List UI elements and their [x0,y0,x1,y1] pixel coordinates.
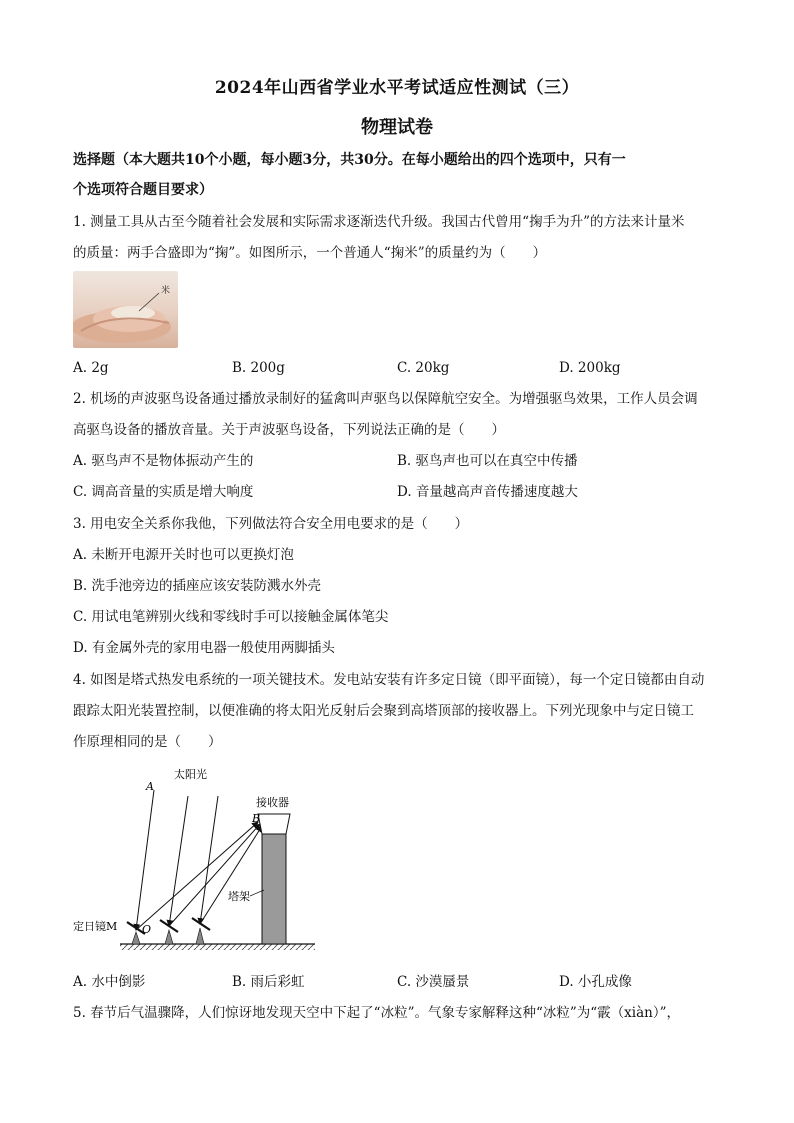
q4-stem-line-2: 跟踪太阳光装置控制，以便准确的将太阳光反射后会聚到高塔顶部的接收器上。下列光现象中与定日镜工 [73,703,694,719]
q4-stem-line-3: 作原理相同的是（ ） [73,734,222,750]
solar-tower-diagram [70,762,320,962]
exam-subtitle: 物理试卷 [361,117,433,138]
label-sunlight: 太阳光 [174,768,207,781]
section-instructions-line-1: 选择题（本大题共10个小题，每小题3分，共30分。在每小题给出的四个选项中，只有一 [73,152,626,168]
q3-option-a[interactable]: A. 未断开电源开关时也可以更换灯泡 [73,547,294,563]
q1-option-c[interactable]: C. 20kg [397,360,450,376]
label-B: B [252,812,261,825]
reflected-ray-1 [136,822,258,930]
hands-holding-rice-image [73,271,178,348]
mirror-stand-2 [165,930,173,944]
tower [262,834,286,944]
section-instructions-line-2: 个选项符合题目要求） [73,182,213,198]
q1-option-d[interactable]: D. 200kg [559,360,621,376]
label-A: A [146,780,154,793]
q4-option-d[interactable]: D. 小孔成像 [559,974,632,990]
q4-option-c[interactable]: C. 沙漠蜃景 [397,974,470,990]
label-mirror: 定日镜M [73,920,118,933]
q2-stem-line-1: 2. 机场的声波驱鸟设备通过播放录制好的猛禽叫声驱鸟以保障航空安全。为增强驱鸟效果，工作人员会调 [73,391,698,407]
q2-option-b[interactable]: B. 驱鸟声也可以在真空中传播 [397,453,578,469]
reflected-ray-3 [200,826,262,924]
q3-option-b[interactable]: B. 洗手池旁边的插座应该安装防溅水外壳 [73,578,322,594]
sun-ray-2 [169,796,188,926]
label-receiver: 接收器 [256,796,289,809]
ground-hatch [120,944,315,950]
q4-option-b[interactable]: B. 雨后彩虹 [232,974,305,990]
label-O: O [142,923,152,936]
q1-stem-line-2: 的质量：两手合盛即为“掬”。如图所示，一个普通人“掬米”的质量约为（ ） [73,245,547,261]
q3-stem-line-1: 3. 用电安全关系你我他，下列做法符合安全用电要求的是（ ） [73,516,469,532]
q4-option-a[interactable]: A. 水中倒影 [73,974,146,990]
q2-option-a[interactable]: A. 驱鸟声不是物体振动产生的 [73,453,254,469]
q4-stem-line-1: 4. 如图是塔式热发电系统的一项关键技术。发电站安装有许多定日镜（即平面镜），每一个定日镜都由自动 [73,672,705,688]
label-tower: 塔架 [228,890,250,903]
reflected-ray-2 [169,824,260,926]
sun-ray-1 [136,790,154,930]
mirror-stand-3 [196,928,204,944]
hands-illustration [73,271,178,348]
q1-option-a[interactable]: A. 2g [73,360,109,376]
q3-option-d[interactable]: D. 有金属外壳的家用电器一般使用两脚插头 [73,640,335,656]
q2-option-d[interactable]: D. 音量越高声音传播速度越大 [397,484,578,500]
receiver [258,814,290,834]
q1-option-b[interactable]: B. 200g [232,360,285,376]
q5-stem-line-1: 5. 春节后气温骤降，人们惊讶地发现天空中下起了“冰粒”。气象专家解释这种“冰粒”为“霰（xiàn）”， [73,1005,681,1021]
q3-option-c[interactable]: C. 用试电笔辨别火线和零线时手可以接触金属体笔尖 [73,609,389,625]
q1-stem-line-1: 1. 测量工具从古至今随着社会发展和实际需求逐渐迭代升级。我国古代曾用“掬手为升”的方法来计量米 [73,214,685,230]
q2-stem-line-2: 高驱鸟设备的播放音量。关于声波驱鸟设备，下列说法正确的是（ ） [73,422,505,438]
rice-label: 米 [161,286,171,296]
exam-title: 2024年山西省学业水平考试适应性测试（三） [214,78,580,98]
mirror-stand-1 [132,932,140,944]
q2-option-c[interactable]: C. 调高音量的实质是增大响度 [73,484,254,500]
